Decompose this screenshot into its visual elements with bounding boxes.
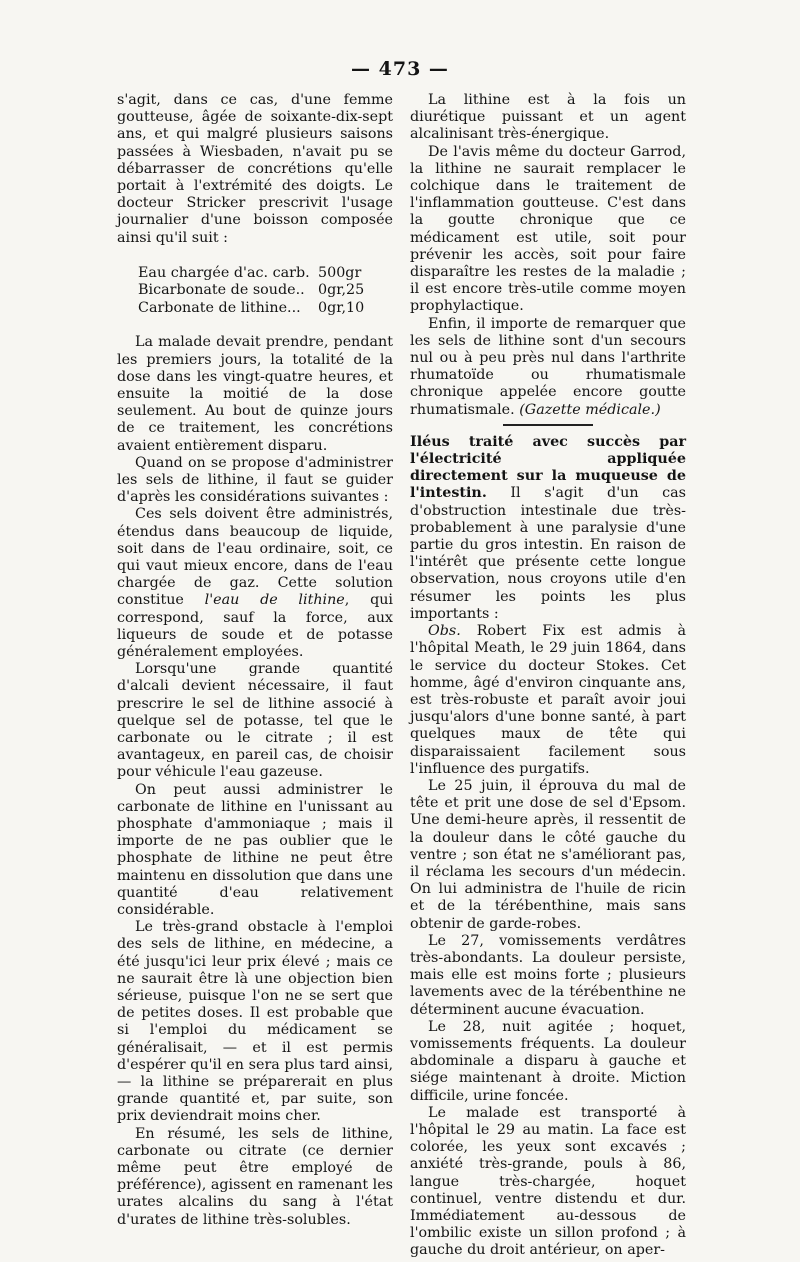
paragraph: La lithine est à la fois un diurétique puissant et un agent alcalinisant très-énergique.: [410, 92, 686, 143]
paragraph: [117, 506, 393, 661]
paragraph: [410, 623, 686, 778]
paragraph: Le 27, vomissements verdâtres très-abondants. La douleur persiste, mais elle est moins forte ; plusieurs lavements avec de la térébenthine ne déterminent aucune évacuation.: [410, 932, 686, 1018]
paragraph: Le malade est transporté à l'hôpital le 29 au matin. La face est colorée, les yeux sont excavés ; anxiété très-grande, pouls à 86, langue très-chargée, hoquet continuel, ventre distendu et dur. Immédiatement au-dessous de l'ombilic existe un sillon profond ; à gauche du droit antérieur, on aper-: [410, 1104, 686, 1259]
paragraph: [410, 434, 686, 623]
paragraph: Le 28, nuit agitée ; hoquet, vomissements fréquents. La douleur abdominale a disparu à gauche et siége maintenant à droite. Miction difficile, urine foncée.: [410, 1018, 686, 1104]
formula-row: [138, 282, 393, 300]
paragraph: Quand on se propose d'administrer les sels de lithine, il faut se guider d'après les considérations suivantes :: [117, 454, 393, 506]
text-run: , qui correspond, sauf la force, aux liqueurs de soude et de potasse généralement employées.: [117, 592, 393, 660]
ingredient-name: Bicarbonate de soude..: [138, 282, 305, 299]
prescription-formula: [138, 265, 393, 318]
paragraph: On peut aussi administrer le carbonate de lithine en l'unissant au phosphate d'ammoniaque ; mais il importe de ne pas oublier que le phosphate de lithine ne peut être maintenu en dissolution que dans une quantité d'eau relativement considérable.: [117, 781, 393, 919]
paragraph: La malade devait prendre, pendant les premiers jours, la totalité de la dose dans les vingt-quatre heures, et ensuite la moitié de la dose seulement. Au bout de quinze jours de ce traitement, les concrétions avaient entièrement disparu.: [117, 334, 393, 454]
text-run: Robert Fix est admis à l'hôpital Meath, le 29 juin 1864, dans le service du docteur Stokes. Cet homme, âgé d'environ cinquante ans, est très-robuste et paraît avoir joui jusqu'alors d'une bonne santé, à part quelques maux de tête qui disparaissaient facilement sous l'influence des purgatifs.: [410, 623, 686, 777]
ingredient-quantity: 0gr,10: [318, 299, 365, 316]
left-column: [117, 92, 393, 1229]
italic-term: l'eau de lithine: [204, 592, 345, 609]
paragraph: s'agit, dans ce cas, d'une femme goutteuse, âgée de soixante-dix-sept ans, et qui malgré plusieurs saisons passées à Wiesbaden, n'avait pu se débarrasser de concrétions qu'elle portait à l'extrémité des doigts. Le docteur Stricker prescrivit l'usage journalier d'une boisson composée ainsi qu'il suit :: [117, 92, 393, 246]
ingredient-name: Carbonate de lithine...: [138, 299, 301, 316]
paragraph: Le 25 juin, il éprouva du mal de tête et prit une dose de sel d'Epsom. Une demi-heure après, il ressentit de la douleur dans le côté gauche du ventre ; son état ne s'améliorant pas, il réclama les secours d'un médecin. On lui administra de l'huile de ricin et de la térébenthine, mais sans obtenir de garde-robes.: [410, 777, 686, 932]
formula-row: [138, 265, 393, 283]
observation-label: Obs.: [428, 623, 461, 640]
formula-row: [138, 300, 393, 318]
right-column: [410, 92, 686, 1260]
paragraph: Lorsqu'une grande quantité d'alcali devient nécessaire, il faut prescrire le sel de lithine associé à quelque sel de potasse, tel que le carbonate ou le citrate ; il est avantageux, en pareil cas, de choisir pour véhicule l'eau gazeuse.: [117, 661, 393, 781]
text-run: Il s'agit d'un cas d'obstruction intestinale due très-probablement à une paralysie d'une partie du gros intestin. En raison de l'intérêt que présente cette longue observation, nous croyons utile d'en résumer les points les plus importants :: [410, 485, 686, 622]
paragraph: Le très-grand obstacle à l'emploi des sels de lithine, en médecine, a été jusqu'ici leur prix élevé ; mais ce ne saurait être là une objection bien sérieuse, puisque l'on ne se sert que de petites doses. Il est probable que si l'emploi du médicament se généralisait, — et il est permis d'espérer qu'il en sera plus tard ainsi, — la lithine se préparerait en plus grande quantité et, par suite, son prix deviendrait moins cher.: [117, 919, 393, 1125]
paragraph: En résumé, les sels de lithine, carbonate ou citrate (ce dernier même peut être employé de préférence), agissent en ramenant les urates alcalins du sang à l'état d'urates de lithine très-solubles.: [117, 1125, 393, 1228]
page-number: — 473 —: [351, 58, 449, 80]
source-citation: (Gazette médicale.): [519, 401, 661, 418]
ingredient-quantity: 0gr,25: [318, 282, 365, 299]
text-run: Enfin, il importe de remarquer que les sels de lithine sont d'un secours nul ou à peu près nul dans l'arthrite rhumatoïde ou rhumatismale chronique appelée encore goutte rhumatismale.: [410, 315, 686, 418]
text-run: Ces sels doivent être administrés, étendus dans beaucoup de liquide, soit dans de l'eau ordinaire, soit, ce qui vaut mieux encore, dans de l'eau chargée de gaz. Cette solution constitue: [117, 506, 393, 609]
paragraph: De l'avis même du docteur Garrod, la lithine ne saurait remplacer le colchique dans le traitement de l'inflammation goutteuse. C'est dans la goutte chronique que ce médicament est utile, soit pour prévenir les accès, soit pour faire disparaître les restes de la maladie ; il est encore très-utile comme moyen prophylactique.: [410, 143, 686, 315]
ingredient-quantity: 500gr: [318, 264, 362, 281]
ingredient-name: Eau chargée d'ac. carb.: [138, 264, 310, 281]
paragraph: [410, 316, 686, 419]
section-divider: [503, 424, 593, 426]
article-heading: Iléus traité avec succès par l'électricité appliquée directement sur la muqueuse de l'intestin.: [410, 433, 686, 502]
